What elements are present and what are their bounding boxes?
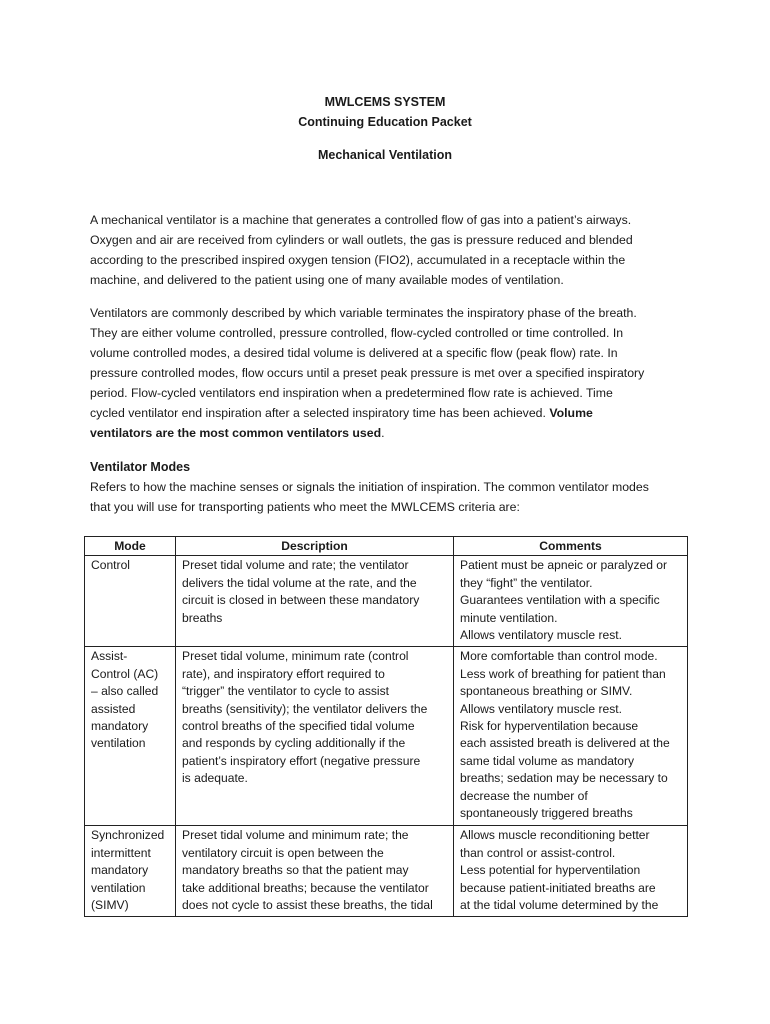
mode-line: Synchronized xyxy=(91,828,165,843)
description-line: “trigger” the ventilator to cycle to assist xyxy=(182,684,390,699)
description-line: circuit is closed in between these mandatory xyxy=(182,593,420,608)
comment-line: they “fight” the ventilator. xyxy=(460,575,593,590)
comment-line: Less potential for hyperventilation xyxy=(460,863,641,878)
header-mode: Mode xyxy=(85,537,176,556)
description-line: rate), and inspiratory effort required to xyxy=(182,666,385,681)
intro-line: Oxygen and air are received from cylinders or wall outlets, the gas is pressure reduced and blended xyxy=(90,233,633,247)
modes-intro-line: Refers to how the machine senses or signals the initiation of inspiration. The common ventilator modes xyxy=(90,480,649,494)
comment-line: Less work of breathing for patient than xyxy=(460,666,666,681)
comment-line: Allows ventilatory muscle rest. xyxy=(460,628,622,643)
types-line xyxy=(90,403,690,423)
mode-line: Control xyxy=(91,558,130,573)
packet-title: Continuing Education Packet xyxy=(298,115,472,129)
ventilator-modes-table xyxy=(84,536,688,917)
comment-line: spontaneous breathing or SIMV. xyxy=(460,684,633,699)
comments-cell xyxy=(454,647,688,826)
comment-line: Guarantees ventilation with a specific xyxy=(460,593,660,608)
mode-line: (SIMV) xyxy=(91,898,129,913)
types-line: volume controlled modes, a desired tidal volume is delivered at a specific flow (peak flow) rate. In xyxy=(90,346,618,360)
intro-line: A mechanical ventilator is a machine that generates a controlled flow of gas into a patient’s airways. xyxy=(90,213,632,227)
description-line: breaths xyxy=(182,610,223,625)
comments-cell xyxy=(454,556,688,647)
intro-line: according to the prescribed inspired oxygen tension (FIO2), accumulated in a receptacle within the xyxy=(90,253,626,267)
description-line: does not cycle to assist these breaths, the tidal xyxy=(182,898,433,913)
modes-intro-line: that you will use for transporting patients who meet the MWLCEMS criteria are: xyxy=(90,500,520,514)
types-line xyxy=(90,423,690,443)
description-cell xyxy=(176,556,454,647)
mode-line: mandatory xyxy=(91,719,149,734)
modes-intro xyxy=(90,477,690,517)
comment-line: decrease the number of xyxy=(460,788,588,803)
types-paragraph xyxy=(90,303,690,443)
mode-cell xyxy=(85,826,176,917)
comment-line: at the tidal volume determined by the xyxy=(460,898,659,913)
comment-line: Risk for hyperventilation because xyxy=(460,719,639,734)
description-line: patient’s inspiratory effort (negative pressure xyxy=(182,753,421,768)
mode-line: Assist- xyxy=(91,649,128,664)
comment-line: than control or assist-control. xyxy=(460,845,616,860)
description-cell xyxy=(176,647,454,826)
comment-line: because patient-initiated breaths are xyxy=(460,880,656,895)
types-line: pressure controlled modes, flow occurs until a preset peak pressure is met over a specified inspiratory xyxy=(90,366,645,380)
description-line: breaths (sensitivity); the ventilator delivers the xyxy=(182,701,428,716)
org-title: MWLCEMS SYSTEM xyxy=(324,95,446,109)
description-line: Preset tidal volume and minimum rate; the xyxy=(182,828,409,843)
modes-heading: Ventilator Modes xyxy=(90,460,191,474)
intro-paragraph xyxy=(90,210,690,290)
description-line: delivers the tidal volume at the rate, and the xyxy=(182,575,417,590)
comment-line: minute ventilation. xyxy=(460,610,558,625)
description-line: is adequate. xyxy=(182,771,248,786)
table-row xyxy=(85,826,688,917)
header-description: Description xyxy=(176,537,454,556)
comment-line: spontaneously triggered breaths xyxy=(460,806,633,821)
table-header-row xyxy=(85,537,688,556)
mode-line: ventilation xyxy=(91,880,146,895)
description-cell xyxy=(176,826,454,917)
comment-line: same tidal volume as mandatory xyxy=(460,753,635,768)
description-line: Preset tidal volume, minimum rate (control xyxy=(182,649,409,664)
comment-line: Patient must be apneic or paralyzed or xyxy=(460,558,668,573)
header-comments: Comments xyxy=(454,537,688,556)
types-bold-volume: Volume xyxy=(549,406,593,420)
description-line: control breaths of the specified tidal volume xyxy=(182,719,415,734)
mode-line: ventilation xyxy=(91,736,146,751)
mode-cell xyxy=(85,556,176,647)
comments-cell xyxy=(454,826,688,917)
description-line: and responds by cycling additionally if the xyxy=(182,736,406,751)
description-line: ventilatory circuit is open between the xyxy=(182,845,384,860)
types-bold-statement: ventilators are the most common ventilators used xyxy=(90,426,382,440)
mode-line: mandatory xyxy=(91,863,149,878)
description-line: take additional breaths; because the ventilator xyxy=(182,880,429,895)
comment-line: Allows muscle reconditioning better xyxy=(460,828,650,843)
description-line: Preset tidal volume and rate; the ventilator xyxy=(182,558,409,573)
types-line: period. Flow-cycled ventilators end inspiration when a predetermined flow rate is achieved. Time xyxy=(90,386,613,400)
comment-line: Allows ventilatory muscle rest. xyxy=(460,701,622,716)
mode-cell xyxy=(85,647,176,826)
types-line: Ventilators are commonly described by which variable terminates the inspiratory phase of the breath. xyxy=(90,306,637,320)
table-row xyxy=(85,647,688,826)
mode-line: Control (AC) xyxy=(91,666,159,681)
types-line: They are either volume controlled, pressure controlled, flow-cycled controlled or time controlled. In xyxy=(90,326,624,340)
table-row xyxy=(85,556,688,647)
topic-title: Mechanical Ventilation xyxy=(317,148,453,162)
comment-line: breaths; sedation may be necessary to xyxy=(460,771,668,786)
types-period: . xyxy=(381,426,385,440)
mode-line: assisted xyxy=(91,701,136,716)
comment-line: More comfortable than control mode. xyxy=(460,649,658,664)
intro-line: machine, and delivered to the patient using one of many available modes of ventilation. xyxy=(90,273,564,287)
mode-line: intermittent xyxy=(91,845,151,860)
description-line: mandatory breaths so that the patient may xyxy=(182,863,409,878)
comment-line: each assisted breath is delivered at the xyxy=(460,736,670,751)
mode-line: – also called xyxy=(91,684,159,699)
types-line-text: cycled ventilator end inspiration after a selected inspiratory time has been achieved. xyxy=(90,406,550,420)
